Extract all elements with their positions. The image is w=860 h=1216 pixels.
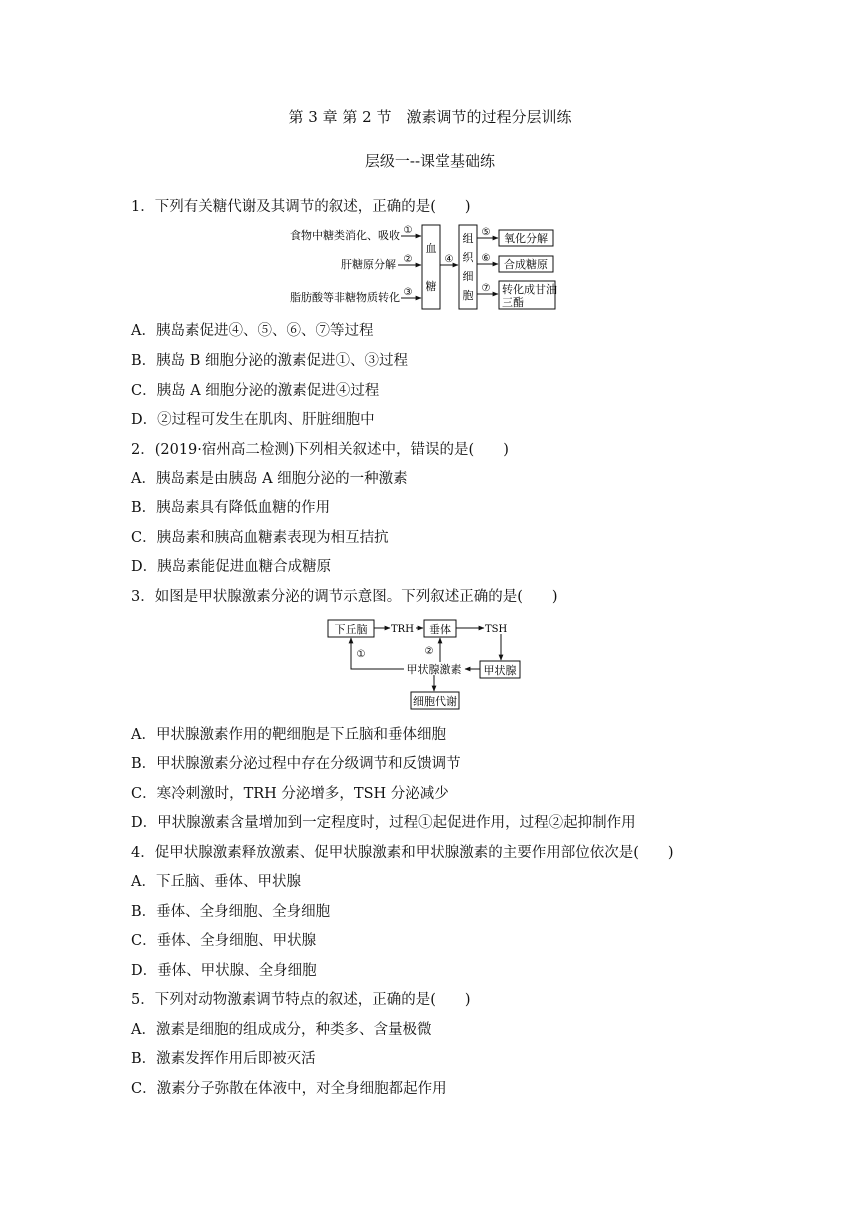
question-2-option-a: A．胰岛素是由胰岛 A 细胞分泌的一种激素: [131, 471, 408, 487]
cell-metabolism-label: 细胞代谢: [413, 695, 457, 708]
question-3-option-b: B．甲状腺激素分泌过程中存在分级调节和反馈调节: [131, 756, 461, 772]
tissue-cell-char-4: 胞: [462, 289, 474, 302]
page-title: 第 3 章 第 2 节 激素调节的过程分层训练: [288, 108, 572, 126]
question-1-option-b: B．胰岛 B 细胞分泌的激素促进①、③过程: [131, 353, 409, 369]
process-3-number: ③: [403, 287, 413, 298]
question-3-option-d: D．甲状腺激素含量增加到一定程度时，过程①起促进作用，过程②起抑制作用: [131, 815, 636, 831]
question-1-option-d: D．②过程可发生在肌肉、肝脏细胞中: [131, 412, 375, 428]
section-subtitle: 层级一--课堂基础练: [364, 152, 496, 170]
feedback-1-number: ①: [356, 649, 366, 660]
question-2-option-d: D．胰岛素能促进血糖合成糖原: [131, 559, 332, 575]
question-4-stem: 4．促甲状腺激素释放激素、促甲状腺激素和甲状腺激素的主要作用部位依次是( ): [131, 845, 674, 861]
triglyceride-label-line-1: 转化成甘油: [502, 283, 557, 296]
glycogen-label: 合成糖原: [504, 258, 548, 271]
question-5-stem: 5．下列对动物激素调节特点的叙述，正确的是( ): [131, 992, 471, 1008]
tissue-cell-char-2: 织: [462, 251, 474, 264]
trh-label: TRH: [391, 624, 414, 635]
triglyceride-label-line-2: 三酯: [502, 296, 524, 309]
question-4-option-c: C．垂体、全身细胞、甲状腺: [131, 933, 317, 949]
question-4-option-a: A．下丘脑、垂体、甲状腺: [131, 874, 301, 890]
thyroid-label: 甲状腺: [483, 664, 517, 677]
question-5-option-a: A．激素是细胞的组成成分，种类多、含量极微: [131, 1022, 432, 1038]
thyroid-hormone-label: 甲状腺激素: [406, 663, 462, 676]
question-3-option-c: C．寒冷刺激时，TRH 分泌增多，TSH 分泌减少: [131, 786, 449, 802]
question-2-option-b: B．胰岛素具有降低血糖的作用: [131, 500, 331, 516]
oxidation-label: 氧化分解: [504, 232, 548, 245]
blood-glucose-char-2: 糖: [425, 280, 437, 293]
blood-glucose-char-1: 血: [425, 242, 437, 255]
question-2-option-c: C．胰岛素和胰高血糖素表现为相互拮抗: [131, 530, 389, 546]
question-4-option-d: D．垂体、甲状腺、全身细胞: [131, 963, 317, 979]
process-4-number: ④: [444, 254, 454, 265]
process-6-number: ⑥: [481, 253, 491, 264]
question-5-option-b: B．激素发挥作用后即被灭活: [131, 1051, 316, 1067]
tsh-label: TSH: [485, 624, 508, 635]
hypothalamus-label: 下丘脑: [334, 623, 368, 636]
pituitary-label: 垂体: [429, 623, 451, 636]
question-2-stem: 2．(2019·宿州高二检测)下列相关叙述中，错误的是( ): [131, 442, 509, 458]
tissue-cell-char-3: 细: [462, 270, 474, 283]
process-1-number: ①: [403, 225, 413, 236]
glucose-metabolism-diagram: [280, 222, 560, 314]
process-7-number: ⑦: [481, 283, 491, 294]
question-1-stem: 1．下列有关糖代谢及其调节的叙述，正确的是( ): [131, 199, 471, 215]
thyroid-regulation-diagram: [326, 616, 522, 712]
question-1-option-c: C．胰岛 A 细胞分泌的激素促进④过程: [131, 383, 380, 399]
question-5-option-c: C．激素分子弥散在体液中，对全身细胞都起作用: [131, 1081, 447, 1097]
feedback-2-number: ②: [424, 646, 434, 657]
source-2-label: 肝糖原分解: [341, 258, 396, 271]
process-5-number: ⑤: [481, 227, 491, 238]
tissue-cell-char-1: 组: [462, 232, 474, 245]
question-3-option-a: A．甲状腺激素作用的靶细胞是下丘脑和垂体细胞: [131, 727, 446, 743]
blood-glucose-box: [422, 225, 440, 309]
question-3-stem: 3．如图是甲状腺激素分泌的调节示意图。下列叙述正确的是( ): [131, 589, 558, 605]
question-4-option-b: B．垂体、全身细胞、全身细胞: [131, 904, 331, 920]
source-3-label: 脂肪酸等非糖物质转化: [290, 291, 400, 304]
process-2-number: ②: [403, 254, 413, 265]
source-1-label: 食物中糖类消化、吸收: [290, 229, 400, 242]
question-1-option-a: A．胰岛素促进④、⑤、⑥、⑦等过程: [131, 323, 374, 339]
